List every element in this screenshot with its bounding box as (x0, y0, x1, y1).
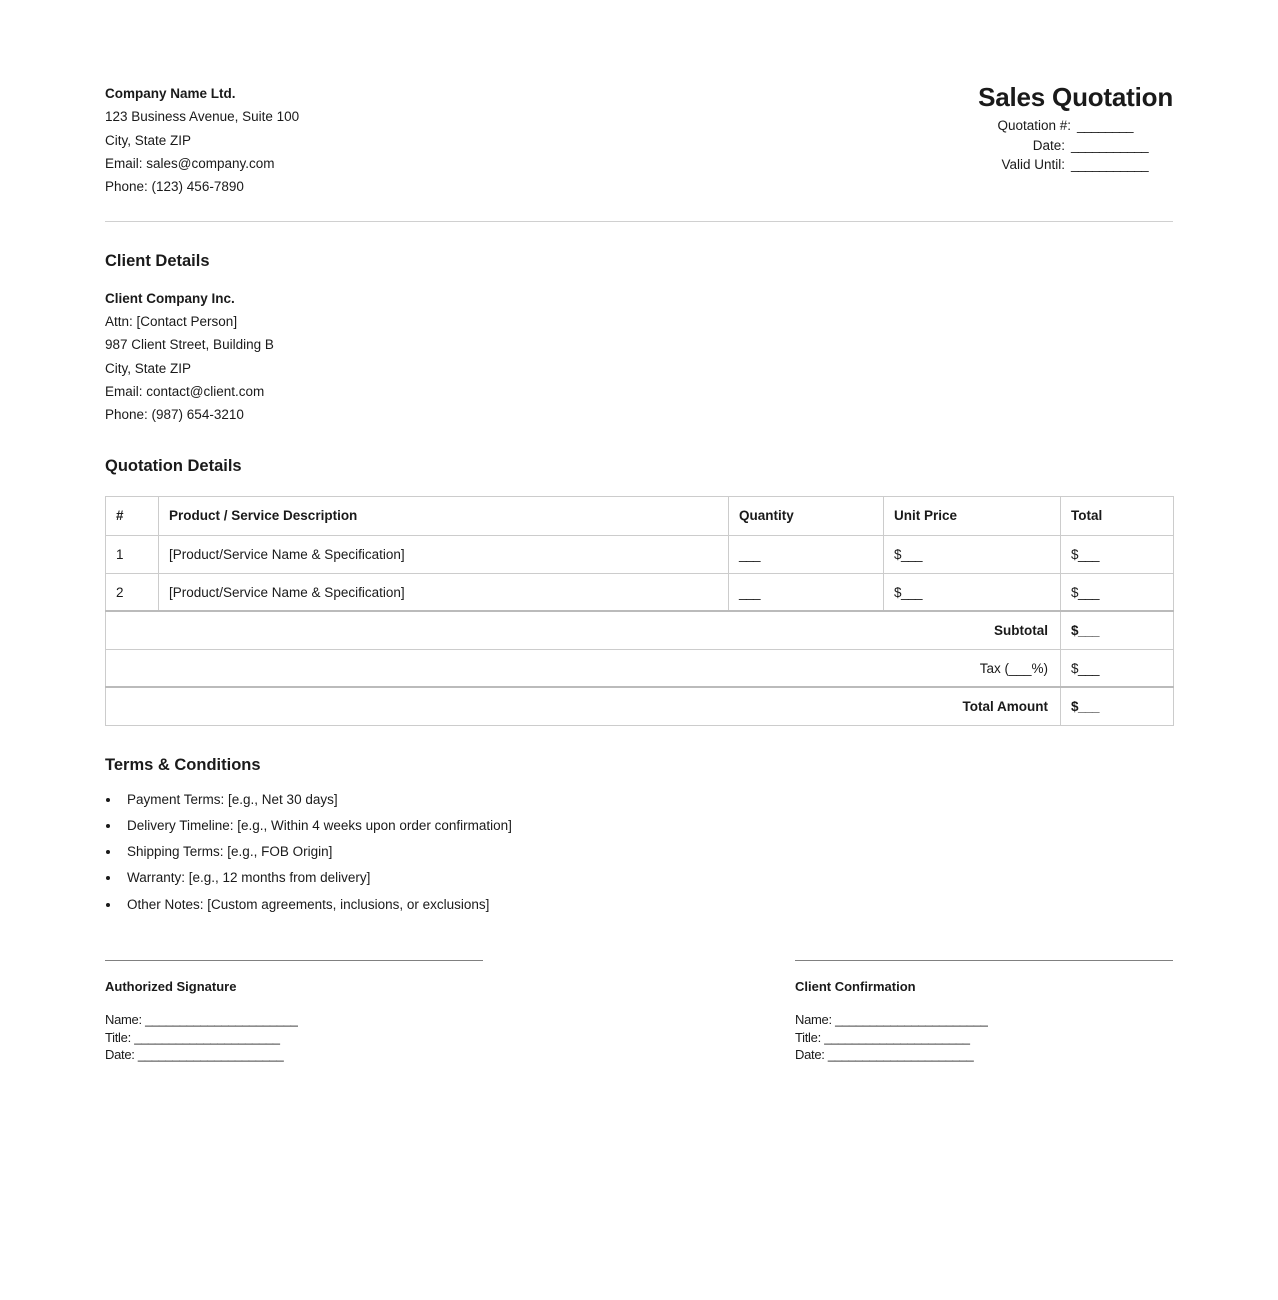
client-confirmation-name-field[interactable]: Name: ______________________ (795, 1011, 988, 1027)
tax-value[interactable]: $___ (1061, 649, 1174, 687)
list-item: • Other Notes: [Custom agreements, inclusions, or exclusions] (121, 897, 1173, 913)
cell-total[interactable]: $___ (1061, 535, 1174, 573)
client-address-line2: City, State ZIP (105, 360, 192, 376)
table-header-row (106, 496, 1174, 535)
cell-quantity[interactable]: ___ (729, 535, 884, 573)
list-item: • Delivery Timeline: [e.g., Within 4 weeks upon order confirmation] (121, 818, 1173, 834)
client-attn: Attn: [Contact Person] (105, 314, 238, 330)
cell-unit-price[interactable]: $___ (884, 535, 1061, 573)
quotation-number-field[interactable]: ________ (1077, 118, 1134, 133)
quotation-date-field[interactable]: ___________ (1071, 137, 1149, 153)
cell-row-number: 2 (106, 573, 159, 611)
terms-conditions-heading: Terms & Conditions (105, 755, 261, 774)
client-confirmation-title-field[interactable]: Title: _____________________ (795, 1029, 970, 1045)
column-header-number: # (106, 496, 159, 535)
quotation-date-label: Date: (1032, 137, 1065, 153)
quotation-number-label: Quotation #: (997, 118, 1071, 133)
client-company-name: Client Company Inc. (105, 290, 235, 306)
client-address-line1: 987 Client Street, Building B (105, 337, 274, 353)
client-confirmation-date-field[interactable]: Date: _____________________ (795, 1047, 974, 1063)
company-info-block (105, 82, 525, 199)
authorized-signature-block (105, 960, 483, 1064)
document-title: Sales Quotation (978, 82, 1173, 112)
total-amount-value[interactable]: $___ (1061, 687, 1174, 725)
cell-row-number: 1 (106, 535, 159, 573)
subtotal-row (106, 611, 1174, 649)
company-name: Company Name Ltd. (105, 86, 236, 101)
client-info-block (105, 287, 1173, 427)
quotation-items-table (105, 496, 1174, 726)
column-header-description: Product / Service Description (159, 496, 729, 535)
signature-section (105, 960, 1173, 1064)
valid-until-field[interactable]: ___________ (1071, 157, 1149, 173)
header-divider (105, 221, 1173, 222)
subtotal-label: Subtotal (106, 611, 1061, 649)
document-header (105, 0, 1173, 199)
quotation-date-row (713, 136, 1173, 156)
quotation-number-row (713, 116, 1173, 136)
cell-quantity[interactable]: ___ (729, 573, 884, 611)
authorized-signature-title-field[interactable]: Title: _____________________ (105, 1029, 280, 1045)
tax-label[interactable]: Tax (___%) (106, 649, 1061, 687)
client-phone: Phone: (987) 654-3210 (105, 407, 244, 423)
company-phone: Phone: (123) 456-7890 (105, 179, 244, 195)
quotation-header-block (713, 82, 1173, 175)
client-details-heading: Client Details (105, 251, 210, 270)
authorized-signature-name-field[interactable]: Name: ______________________ (105, 1011, 298, 1027)
cell-description[interactable]: [Product/Service Name & Specification] (159, 573, 729, 611)
company-email: Email: sales@company.com (105, 156, 275, 172)
table-row (106, 573, 1174, 611)
column-header-unit-price: Unit Price (884, 496, 1061, 535)
terms-list (105, 792, 1173, 913)
table-row (106, 535, 1174, 573)
column-header-quantity: Quantity (729, 496, 884, 535)
company-address-line2: City, State ZIP (105, 132, 192, 148)
subtotal-value[interactable]: $___ (1061, 611, 1174, 649)
client-confirmation-divider (795, 960, 1173, 961)
column-header-total: Total (1061, 496, 1174, 535)
valid-until-row (713, 155, 1173, 175)
list-item: • Payment Terms: [e.g., Net 30 days] (121, 792, 1173, 808)
client-confirmation-title: Client Confirmation (795, 978, 916, 994)
client-email: Email: contact@client.com (105, 384, 265, 400)
authorized-signature-date-field[interactable]: Date: _____________________ (105, 1047, 284, 1063)
company-address-line1: 123 Business Avenue, Suite 100 (105, 109, 300, 125)
total-amount-row (106, 687, 1174, 725)
cell-description[interactable]: [Product/Service Name & Specification] (159, 535, 729, 573)
total-amount-label: Total Amount (106, 687, 1061, 725)
client-confirmation-block (795, 960, 1173, 1064)
authorized-signature-divider (105, 960, 483, 961)
tax-row (106, 649, 1174, 687)
list-item: • Warranty: [e.g., 12 months from delivery] (121, 870, 1173, 886)
cell-total[interactable]: $___ (1061, 573, 1174, 611)
cell-unit-price[interactable]: $___ (884, 573, 1061, 611)
list-item: • Shipping Terms: [e.g., FOB Origin] (121, 844, 1173, 860)
authorized-signature-title: Authorized Signature (105, 978, 237, 994)
valid-until-label: Valid Until: (1001, 157, 1065, 173)
quotation-details-heading: Quotation Details (105, 456, 242, 475)
